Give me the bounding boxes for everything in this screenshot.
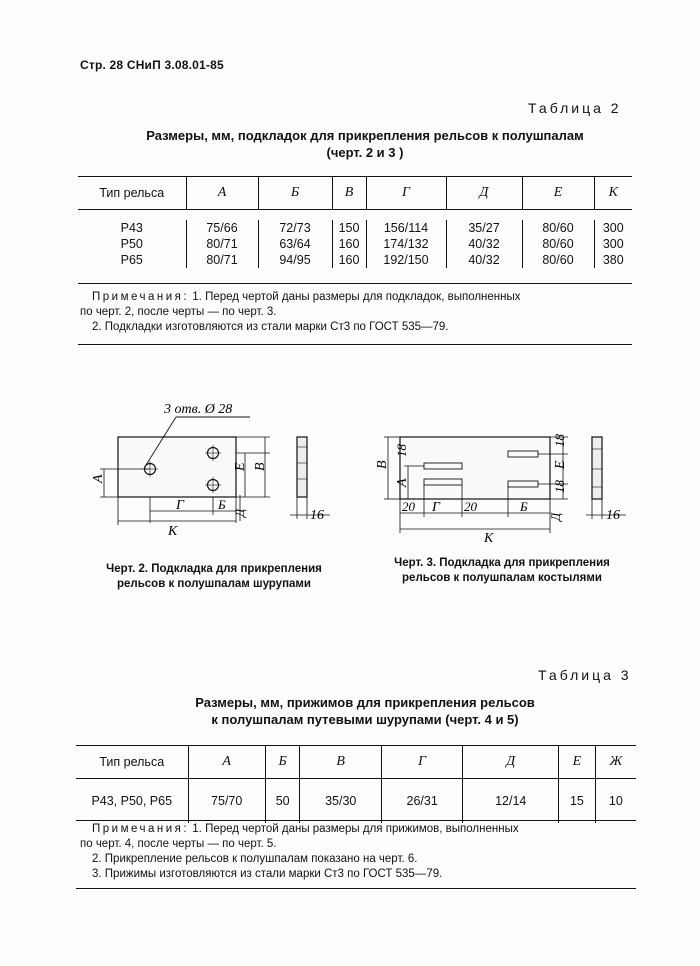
table-cell: 150 <box>332 220 366 236</box>
fig3-dim-20-left: 20 <box>402 499 415 514</box>
table3-col-a: А <box>188 746 265 779</box>
table-cell: 174/132 <box>366 236 446 252</box>
drawing-fig2 <box>80 395 340 545</box>
table-cell: 80/60 <box>522 220 594 236</box>
table-cell: 94/95 <box>258 252 332 268</box>
section-rule <box>78 344 632 345</box>
table2-col-a: А <box>186 177 258 210</box>
fig2-dim-a: А <box>91 474 106 483</box>
fig3-dim-b: Б <box>520 499 528 514</box>
table3-header-row <box>76 746 636 779</box>
fig2-dim-k: К <box>168 524 178 539</box>
fig2-dim-g: Г <box>176 498 184 513</box>
note-1a: 1. Перед чертой даны размеры для прижимов, выполненных <box>189 823 519 835</box>
page-header: Стр. 28 СНиП 3.08.01-85 <box>80 58 224 72</box>
fig3-dim-v: В <box>375 460 390 469</box>
note-word: Примечания: <box>92 823 190 835</box>
fig2-dim-e: Е <box>233 462 248 471</box>
table-cell: 10 <box>595 779 636 824</box>
table-cell: 40/32 <box>446 252 522 268</box>
table-cell: Р65 <box>120 253 143 267</box>
table-cell: 80/60 <box>522 236 594 252</box>
table2-col-type: Тип рельса <box>78 177 186 210</box>
table3-title <box>80 694 650 728</box>
fig3-caption-line1: Черт. 3. Подкладка для прикрепления <box>394 557 610 569</box>
table-cell: 300 <box>594 220 632 236</box>
table2-title-line1: Размеры, мм, подкладок для прикрепления рельсов к полушпалам <box>146 128 584 143</box>
table-cell: 35/30 <box>300 779 381 824</box>
table2-col-v: В <box>332 177 366 210</box>
fig2-dim-b: Б <box>218 497 226 512</box>
table2 <box>78 177 632 268</box>
table3-col-g: Г <box>381 746 462 779</box>
fig2-dim-thickness: 16 <box>310 508 324 523</box>
table-cell: 15 <box>559 779 596 824</box>
table-row <box>76 779 636 824</box>
table3-col-e: Е <box>559 746 596 779</box>
table-row <box>78 220 632 236</box>
table2-title <box>80 127 650 161</box>
note-1b: по черт. 2, после черты — по черт. 3. <box>80 306 277 318</box>
fig3-caption <box>372 556 632 586</box>
table-cell: Р43, Р50, Р65 <box>91 794 173 808</box>
table-cell: 50 <box>265 779 300 824</box>
table3-label: Таблица 3 <box>538 667 632 683</box>
table-cell: 12/14 <box>463 779 559 824</box>
table3-notes <box>80 822 642 882</box>
fig3-dim-18-left: 18 <box>394 444 409 457</box>
table-cell: 80/60 <box>522 252 594 268</box>
table-cell: Р50 <box>120 237 143 251</box>
table-cell: 156/114 <box>366 220 446 236</box>
fig3-dim-20-right: 20 <box>464 499 477 514</box>
table2-bottom-rule <box>78 283 632 284</box>
note-2: 2. Подкладки изготовляются из стали марки Ст3 по ГОСТ 535—79. <box>92 321 449 333</box>
note-word: Примечания: <box>92 291 190 303</box>
fig3-dim-k: К <box>484 531 494 546</box>
table-cell: 380 <box>594 252 632 268</box>
drawing-fig3 <box>368 425 628 550</box>
table3-col-d: Д <box>463 746 559 779</box>
fig3-dim-d: Д <box>548 512 563 521</box>
table-cell: 160 <box>332 252 366 268</box>
fig3-dim-e: Е <box>553 460 568 469</box>
table3-title-line1: Размеры, мм, прижимов для прикрепления рельсов <box>195 695 535 710</box>
table-cell: 63/64 <box>258 236 332 252</box>
fig2-caption-line1: Черт. 2. Подкладка для прикрепления <box>106 563 322 575</box>
note-2: 2. Прикрепление рельсов к полушпалам показано на черт. 6. <box>92 853 418 865</box>
table-cell: 40/32 <box>446 236 522 252</box>
note-3: 3. Прижимы изготовляются из стали марки Ст3 по ГОСТ 535—79. <box>92 868 443 880</box>
table3-bottom-rule <box>76 820 636 821</box>
fig3-dim-g: Г <box>432 500 440 515</box>
table-cell: 80/71 <box>186 252 258 268</box>
fig2-callout: 3 отв. Ø 28 <box>164 402 233 417</box>
table2-col-b: Б <box>258 177 332 210</box>
fig3-caption-line2: рельсов к полушпалам костылями <box>402 572 602 584</box>
table-cell: 192/150 <box>366 252 446 268</box>
fig3-dim-18-top: 18 <box>552 434 567 447</box>
table-cell: 72/73 <box>258 220 332 236</box>
table-cell: 300 <box>594 236 632 252</box>
fig2-dim-v: В <box>253 462 268 471</box>
table-cell: 75/70 <box>188 779 265 824</box>
table3-col-type: Тип рельса <box>76 746 188 779</box>
table3 <box>76 746 636 823</box>
table-cell: 75/66 <box>186 220 258 236</box>
table-cell: Р43 <box>120 221 143 235</box>
table-cell: 80/71 <box>186 236 258 252</box>
table3-col-zh: Ж <box>595 746 636 779</box>
table2-notes <box>80 290 640 335</box>
table3-title-line2: к полушпалам путевыми шурупами (черт. 4 и 5) <box>211 712 519 727</box>
table3-col-b: Б <box>265 746 300 779</box>
table2-col-g: Г <box>366 177 446 210</box>
table-cell: 26/31 <box>381 779 462 824</box>
table2-col-d: Д <box>446 177 522 210</box>
table2-col-k: К <box>594 177 632 210</box>
fig2-dim-d: Д <box>232 508 247 517</box>
table2-header-row <box>78 177 632 210</box>
fig3-dim-thickness: 16 <box>606 508 620 523</box>
table-cell: 160 <box>332 236 366 252</box>
table3-col-v: В <box>300 746 381 779</box>
table2-label: Таблица 2 <box>528 100 622 116</box>
table-row <box>78 236 632 252</box>
table-row <box>78 252 632 268</box>
fig3-dim-a: А <box>395 478 410 487</box>
table2-col-e: Е <box>522 177 594 210</box>
footer-rule <box>76 888 636 889</box>
note-1a: 1. Перед чертой даны размеры для подкладок, выполненных <box>189 291 521 303</box>
fig2-caption-line2: рельсов к полушпалам шурупами <box>116 578 311 590</box>
fig2-caption <box>84 562 344 592</box>
table-cell: 35/27 <box>446 220 522 236</box>
fig3-dim-18-bottom: 18 <box>552 480 567 493</box>
note-1b: по черт. 4, после черты — по черт. 5. <box>80 838 277 850</box>
table2-title-line2: (черт. 2 и 3 ) <box>326 145 404 160</box>
